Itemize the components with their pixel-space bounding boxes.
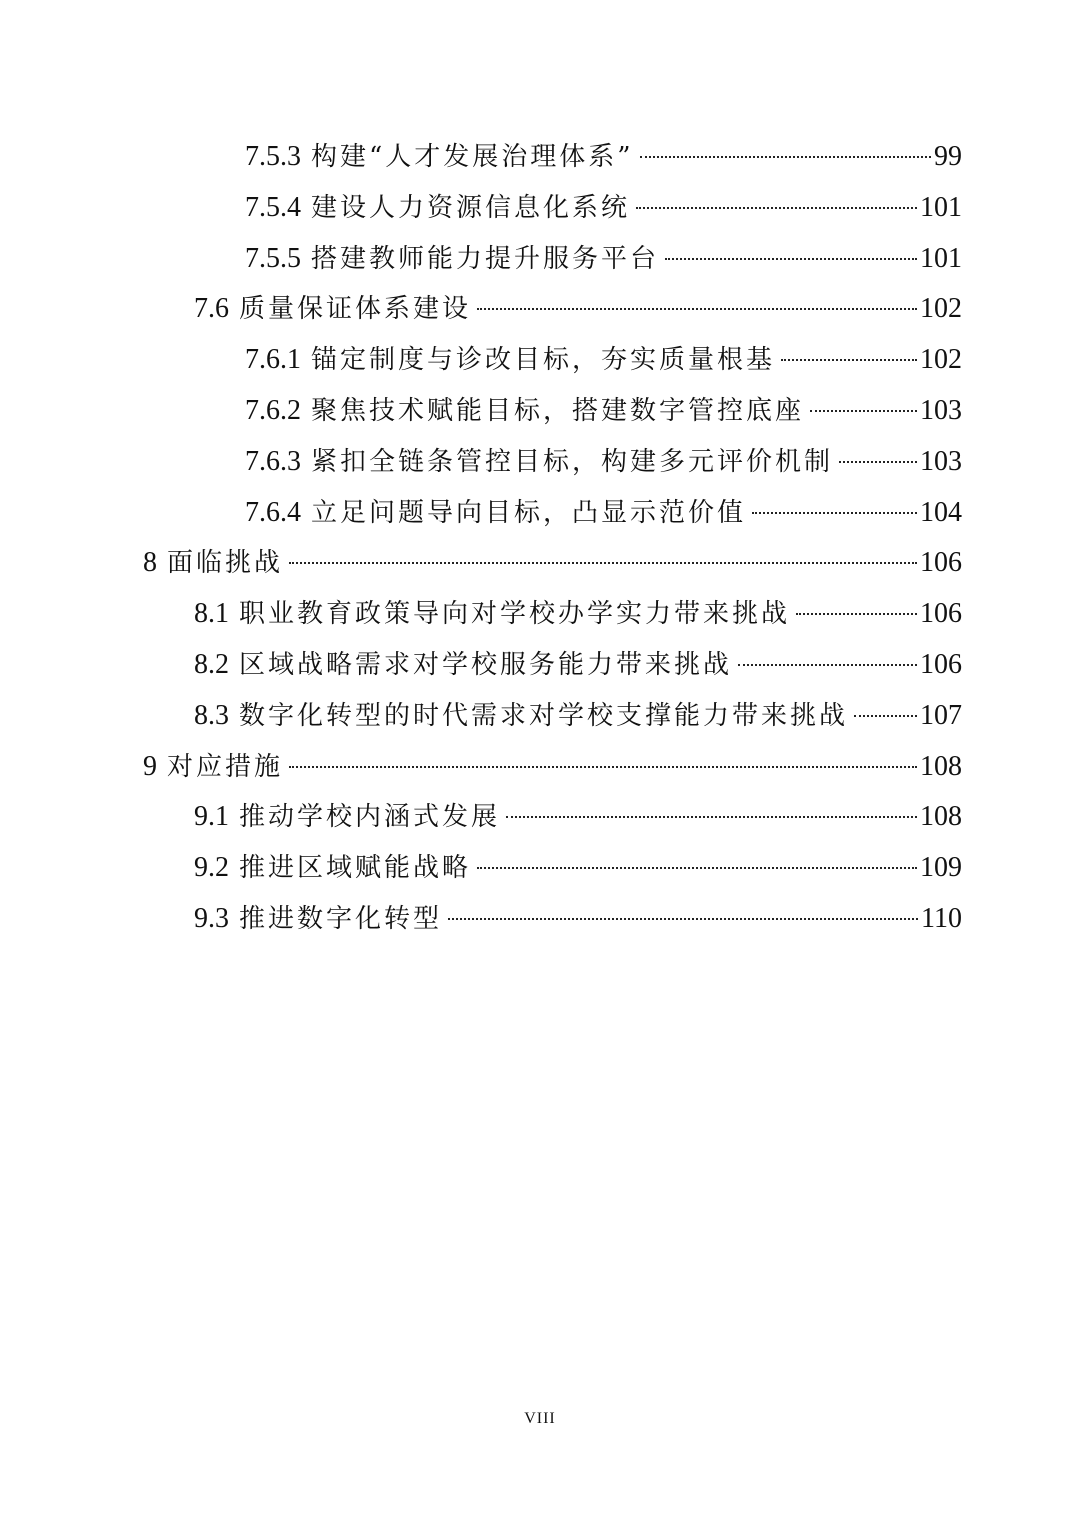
toc-entry-page: 109 [920, 852, 962, 884]
toc-entry-page: 99 [934, 141, 962, 172]
dot-leader [506, 816, 917, 818]
toc-entry[interactable] [0, 538, 1080, 589]
page-number: VIII [524, 1410, 556, 1427]
toc-entry[interactable] [0, 843, 1080, 894]
toc-entry[interactable] [0, 335, 1080, 386]
toc-entry-page: 102 [920, 293, 962, 325]
toc-entry-number: 7.6.1 [245, 344, 301, 376]
toc-entry-number: 8 [143, 547, 157, 579]
toc-entry-title: 对应措施 [167, 751, 284, 782]
toc-entry[interactable] [0, 386, 1080, 437]
toc-entry[interactable] [0, 589, 1080, 640]
dot-leader [781, 359, 917, 361]
toc-entry-title: 搭建教师能力提升服务平台 [311, 243, 660, 274]
toc-entry-page: 106 [920, 648, 962, 680]
toc-entry[interactable] [0, 284, 1080, 335]
toc-entry-number: 7.5.5 [245, 242, 301, 274]
toc-entry[interactable] [0, 132, 1080, 183]
toc-entry-number: 7.6 [194, 293, 229, 325]
toc-entry-page: 103 [920, 445, 962, 477]
toc-entry-number: 9.1 [194, 801, 229, 833]
toc-entry-title: 推进区域赋能战略 [239, 853, 472, 884]
toc-entry-page: 101 [920, 191, 962, 223]
dot-leader [796, 613, 917, 615]
dot-leader [289, 766, 917, 768]
toc-entry[interactable] [0, 894, 1080, 945]
toc-entry-title: 区域战略需求对学校服务能力带来挑战 [239, 649, 733, 680]
table-of-contents [0, 132, 1080, 945]
toc-entry-title: 面临挑战 [167, 548, 284, 579]
dot-leader [289, 562, 917, 564]
toc-entry[interactable] [0, 792, 1080, 843]
toc-entry-page: 108 [920, 750, 962, 782]
toc-entry-number: 7.5.3 [245, 141, 301, 172]
toc-entry-page: 110 [921, 902, 962, 934]
toc-entry-page: 101 [920, 242, 962, 274]
toc-entry-title: 构建“人才发展治理体系” [311, 142, 634, 172]
toc-entry-number: 8.1 [194, 598, 229, 630]
toc-entry-number: 7.6.4 [245, 496, 301, 528]
dot-leader [640, 156, 931, 158]
toc-entry-title: 立足问题导向目标，凸显示范价值 [311, 497, 747, 528]
dot-leader [665, 258, 917, 260]
toc-entry-title: 推动学校内涵式发展 [239, 802, 501, 833]
dot-leader [477, 308, 917, 310]
toc-entry[interactable] [0, 437, 1080, 488]
dot-leader [636, 207, 917, 209]
dot-leader [839, 461, 917, 463]
toc-entry-title: 质量保证体系建设 [239, 294, 472, 325]
toc-entry-number: 9.2 [194, 852, 229, 884]
toc-entry-page: 106 [920, 547, 962, 579]
dot-leader [810, 410, 917, 412]
toc-entry[interactable] [0, 691, 1080, 742]
toc-entry-number: 8.2 [194, 648, 229, 680]
dot-leader [738, 664, 917, 666]
toc-entry[interactable] [0, 640, 1080, 691]
toc-entry[interactable] [0, 234, 1080, 285]
toc-entry-title: 锚定制度与诊改目标，夯实质量根基 [311, 345, 776, 376]
dot-leader [854, 715, 917, 717]
toc-entry-title: 聚焦技术赋能目标，搭建数字管控底座 [311, 395, 805, 426]
toc-entry-page: 102 [920, 344, 962, 376]
toc-entry-title: 建设人力资源信息化系统 [311, 192, 631, 223]
toc-entry-number: 7.6.3 [245, 445, 301, 477]
toc-entry-number: 9 [143, 750, 157, 782]
toc-entry-number: 7.6.2 [245, 394, 301, 426]
toc-entry-page: 106 [920, 598, 962, 630]
dot-leader [752, 512, 917, 514]
dot-leader [477, 867, 917, 869]
toc-entry[interactable] [0, 183, 1080, 234]
toc-entry-number: 9.3 [194, 902, 229, 934]
toc-entry-page: 103 [920, 394, 962, 426]
toc-entry-page: 108 [920, 801, 962, 833]
toc-entry[interactable] [0, 742, 1080, 793]
toc-entry-number: 7.5.4 [245, 191, 301, 223]
toc-entry-page: 107 [920, 699, 962, 731]
toc-entry-title: 职业教育政策导向对学校办学实力带来挑战 [239, 599, 791, 630]
dot-leader [448, 918, 918, 920]
toc-entry-page: 104 [920, 496, 962, 528]
toc-entry-title: 推进数字化转型 [239, 903, 443, 934]
toc-entry-number: 8.3 [194, 699, 229, 731]
toc-entry-title: 数字化转型的时代需求对学校支撑能力带来挑战 [239, 700, 849, 731]
toc-entry-title: 紧扣全链条管控目标，构建多元评价机制 [311, 446, 834, 477]
toc-entry[interactable] [0, 488, 1080, 539]
